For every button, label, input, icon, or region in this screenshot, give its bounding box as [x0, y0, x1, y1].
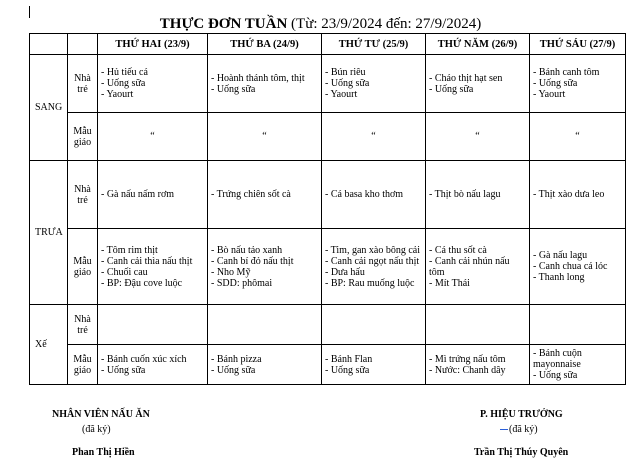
morning-nhatre-row — [30, 55, 626, 113]
ditto-mark: “ — [208, 113, 322, 161]
menu-cell: - Hoành thánh tôm, thịt - Uống sữa — [208, 55, 322, 113]
menu-cell: - Thịt xào dưa leo — [530, 161, 626, 229]
menu-cell — [208, 305, 322, 345]
left-signature-name: Phan Thị Hiền — [72, 447, 135, 458]
title-range: (Từ: 23/9/2024 đến: 27/9/2024) — [291, 16, 482, 32]
noon-maugiao-row — [30, 229, 626, 305]
menu-cell — [98, 305, 208, 345]
noon-nhatre-row — [30, 161, 626, 229]
ditto-mark: “ — [426, 113, 530, 161]
right-signature-role: P. HIỆU TRƯỞNG — [480, 409, 563, 420]
group-maugiao: Mẫu giáo — [68, 229, 98, 305]
day-header: THỨ HAI (23/9) — [98, 34, 208, 55]
group-maugiao: Mẫu giáo — [68, 113, 98, 161]
day-header: THỨ SÁU (27/9) — [530, 34, 626, 55]
menu-cell: - Cháo thịt hạt sen - Uống sữa — [426, 55, 530, 113]
ditto-mark: “ — [322, 113, 426, 161]
corner-cell — [30, 34, 68, 55]
menu-cell: - Hủ tiếu cá - Uống sữa - Yaourt — [98, 55, 208, 113]
group-nhatre: Nhà trẻ — [68, 55, 98, 113]
menu-cell: - Gà nấu nấm rơm — [98, 161, 208, 229]
menu-cell: - Gà nấu lagu - Canh chua cá lóc - Thanh long — [530, 229, 626, 305]
title-main: THỰC ĐƠN TUẦN — [159, 16, 288, 32]
menu-cell: - Bún riêu - Uống sữa - Yaourt — [322, 55, 426, 113]
menu-cell: - Cá thu sốt cà - Canh cải nhún nấu tôm - Mít Thái — [426, 229, 530, 305]
group-maugiao: Mẫu giáo — [68, 345, 98, 385]
morning-maugiao-row — [30, 113, 626, 161]
afternoon-maugiao-row — [30, 345, 626, 385]
menu-cell: - Bánh cuốn xúc xích - Uống sữa — [98, 345, 208, 385]
day-header: THỨ NĂM (26/9) — [426, 34, 530, 55]
menu-cell — [530, 305, 626, 345]
session-morning: SANG — [30, 55, 68, 161]
header-row — [30, 34, 626, 55]
session-afternoon: Xế — [30, 305, 68, 385]
weekly-menu-table — [29, 33, 626, 385]
session-noon: TRƯA — [30, 161, 68, 305]
menu-cell: - Bò nấu tảo xanh - Canh bí đỏ nấu thịt - Nho Mỹ - SDD: phômai — [208, 229, 322, 305]
corner-cell-2 — [68, 34, 98, 55]
day-header: THỨ BA (24/9) — [208, 34, 322, 55]
left-signature-signed: (đã ký) — [82, 424, 111, 435]
menu-cell: - Bánh Flan - Uống sữa — [322, 345, 426, 385]
menu-cell: - Cá basa kho thơm — [322, 161, 426, 229]
menu-cell: - Mì trứng nấu tôm - Nước: Chanh dây — [426, 345, 530, 385]
menu-cell: - Bánh canh tôm - Uống sữa - Yaourt — [530, 55, 626, 113]
menu-cell — [426, 305, 530, 345]
menu-cell: - Bánh cuộn mayonnaise - Uống sữa — [530, 345, 626, 385]
right-signature-name: Trần Thị Thúy Quyên — [474, 447, 569, 458]
group-nhatre: Nhà trẻ — [68, 305, 98, 345]
edit-mark-icon — [500, 429, 508, 430]
menu-cell: - Trứng chiên sốt cà — [208, 161, 322, 229]
right-signature-signed: (đã ký) — [500, 424, 538, 436]
menu-cell: - Tôm rim thịt - Canh cải thìa nấu thịt - Chuối cau - BP: Đậu cove luộc — [98, 229, 208, 305]
page-title — [0, 14, 641, 34]
left-signature-role: NHÂN VIÊN NẤU ĂN — [52, 409, 150, 420]
menu-cell: - Tim, gan xào bông cải - Canh cải ngọt nấu thịt - Dưa hấu - BP: Rau muống luộc — [322, 229, 426, 305]
day-header: THỨ TƯ (25/9) — [322, 34, 426, 55]
afternoon-nhatre-row — [30, 305, 626, 345]
menu-cell: - Thịt bò nấu lagu — [426, 161, 530, 229]
ditto-mark: “ — [530, 113, 626, 161]
group-nhatre: Nhà trẻ — [68, 161, 98, 229]
menu-cell — [322, 305, 426, 345]
menu-cell: - Bánh pizza - Uống sữa — [208, 345, 322, 385]
ditto-mark: “ — [98, 113, 208, 161]
